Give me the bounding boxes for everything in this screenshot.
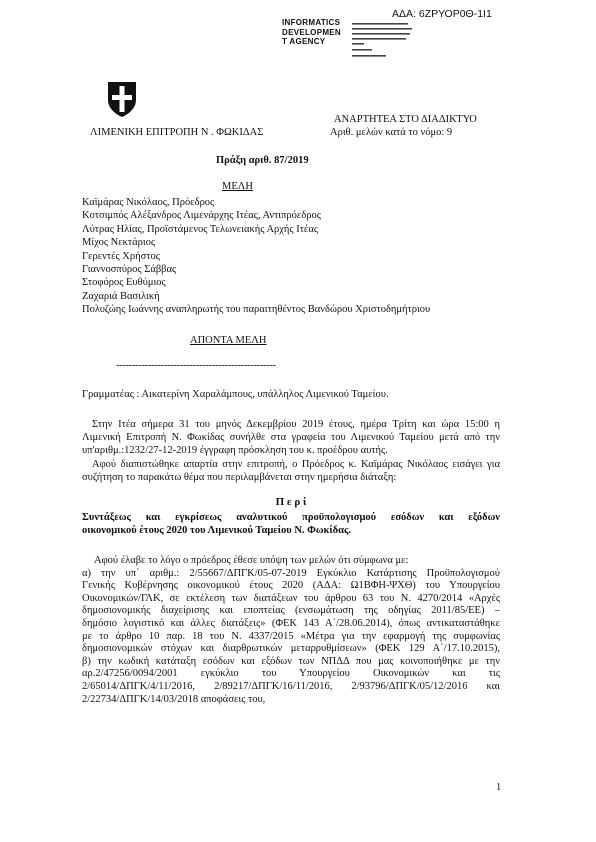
secretary-line: Γραμματέας : Αικατερίνη Χαραλάμπους, υπάλληλος Λιμενικού Ταμείου. <box>82 389 389 400</box>
paragraph-line: Στην Ιτέα σήμερα 31 του μηνός Δεκεμβρίου 2019 έτους, ημέρα Τρίτη και ώρα 15:00 η <box>92 419 500 430</box>
act-number: Πράξη αριθ. 87/2019 <box>216 155 309 166</box>
stamp-line-1: INFORMATICS <box>282 18 341 27</box>
body-line: β) την κωδική κατάταξη εσόδων και εξόδων των ΝΠΔΔ που μας κοινοποιήθηκε με την <box>82 655 500 667</box>
members-count: Αριθ. μελών κατά το νόμο: 9 <box>330 127 453 138</box>
body-line: Γενικής Κυβέρνησης οικονομικού έτους 2020 (ΑΔΑ: Ω1ΒΦΗ-ΨΧΘ) του Υπουργείου <box>82 580 500 592</box>
page-number: 1 <box>496 782 502 793</box>
body-text <box>82 554 500 705</box>
member-item: Κοτσιμπός Αλέξανδρος Λιμενάρχης Ιτέας, Αντιπρόεδρος <box>82 210 321 222</box>
body-line: αρ.2/47256/0094/2001 εγκύκλιο του Υπουργείου Οικονομικών και τις <box>82 668 500 680</box>
greek-coat-of-arms-icon <box>104 80 140 118</box>
subject-line: Συντάξεως και εγκρίσεως αναλυτικού προϋπολογισμού εσόδων και εξόδων <box>82 512 500 523</box>
paragraph-line: συζήτηση το παρακάτω θέμα που περιλαμβάνεται στην ημερήσια διάταξη: <box>82 472 397 483</box>
absent-placeholder-dashes: -------------------------------------------------- <box>116 360 276 371</box>
body-line: 2/65014/ΔΠΓΚ/4/11/2016, 2/89217/ΔΠΓΚ/16/11/2016, 2/93796/ΔΠΓΚ/05/12/2016 και <box>82 680 500 692</box>
members-heading: ΜΕΛΗ <box>222 181 253 192</box>
member-item: Μίχος Νεκτάριος <box>82 237 156 249</box>
absent-members-heading: ΑΠΟΝΤΑ ΜΕΛΗ <box>190 335 267 346</box>
member-item: Γιαννοσπύρος Σάββας <box>82 263 177 275</box>
body-line: α) την υπ΄ αριθμ.: 2/55667/ΔΠΓΚ/05-07-2019 Εγκύκλιο Κατάρτισης Προϋπολογισμού <box>82 567 500 579</box>
opening-paragraph <box>82 418 500 457</box>
posted-online-label: ΑΝΑΡΤΗΤΕΑ ΣΤΟ ΔΙΑΔΙΚΤΥΟ <box>334 114 477 125</box>
members-list <box>82 196 430 317</box>
paragraph-line: Αφού διαπιστώθηκε απαρτία στην επιτροπή, ο Πρόεδρος κ. Καϊμάρας Νικόλαος εισάγει για <box>92 459 500 470</box>
digital-signature-block <box>352 20 416 62</box>
paragraph-line: υπ'αριθμ.:1232/27-12-2019 έγγραφη πρόσκληση του κ. προέδρου αυτής. <box>82 445 388 456</box>
body-line: Οικονομικών/ΓΛΚ, σε εκτέλεση των διατάξεων του άρθρου 63 του Ν. 4270/2014 «Αρχές <box>82 592 500 604</box>
subject-heading: Π ε ρ ί <box>275 496 307 508</box>
member-item: Πολυζώης Ιωάννης αναπληρωτής του παραιτηθέντος Βανδώρου Χριστοδημήτριου <box>82 304 431 316</box>
stamp-line-3: T AGENCY <box>282 37 326 46</box>
member-item: Λύτρας Ηλίας, Προϊστάμενος Τελωνειακής Αρχής Ιτέας <box>82 223 318 235</box>
informatics-stamp <box>282 18 341 47</box>
subject-text <box>82 511 500 537</box>
stamp-line-2: DEVELOPMEN <box>282 27 342 37</box>
ada-code: ΑΔΑ: 6ΖΡΥΟΡ0Θ-1Ι1 <box>392 8 492 20</box>
body-line: δημοσιονομικών στόχων και διαρθρωτικών μεταρρυθμίσεων» (ΦΕΚ 129 Α΄/17.10.2015), <box>82 643 500 655</box>
member-item: Καϊμάρας Νικόλαος, Πρόεδρος <box>82 197 215 208</box>
paragraph-line: Λιμενική Επιτροπή Ν. Φωκίδας συνήλθε στα γραφεία του Λιμενικού Ταμείου μετά από την <box>82 432 500 443</box>
body-line: Αφού έλαβε το λόγο ο πρόεδρος έθεσε υπόψη των μελών ότι σύμφωνα με: <box>94 555 409 566</box>
member-item: Ζαχαριά Βασιλική <box>82 290 160 302</box>
quorum-paragraph <box>82 458 500 484</box>
body-line: με το άρθρο 10 παρ. 18 του Ν. 4337/2015 «Μέτρα για την εφαρμογή της συμφωνίας <box>82 630 500 642</box>
subject-line: οικονομικού έτους 2020 του Λιμενικού Ταμείου Ν. Φωκίδας. <box>82 525 351 536</box>
body-line: 2/22734/ΔΠΓΚ/14/03/2018 αποφάσεις του, <box>82 693 266 705</box>
authority-title: ΛΙΜΕΝΙΚΗ ΕΠΙΤΡΟΠΗ Ν . ΦΩΚΙΔΑΣ <box>90 127 264 138</box>
body-line: δημόσιο λογιστικό και άλλες διατάξεις» (ΦΕΚ 143 Α΄/28.06.2014), όπως αντικαταστάθηκε <box>82 617 500 629</box>
body-line: δημοσιονομικής διαχείρισης και εποπτείας (ενσωμάτωση της οδηγίας 2011/85/ΕΕ) – <box>82 605 500 617</box>
member-item: Στοφόρος Ευθύμιος <box>82 277 166 289</box>
member-item: Γερεντές Χρήστος <box>82 250 160 262</box>
